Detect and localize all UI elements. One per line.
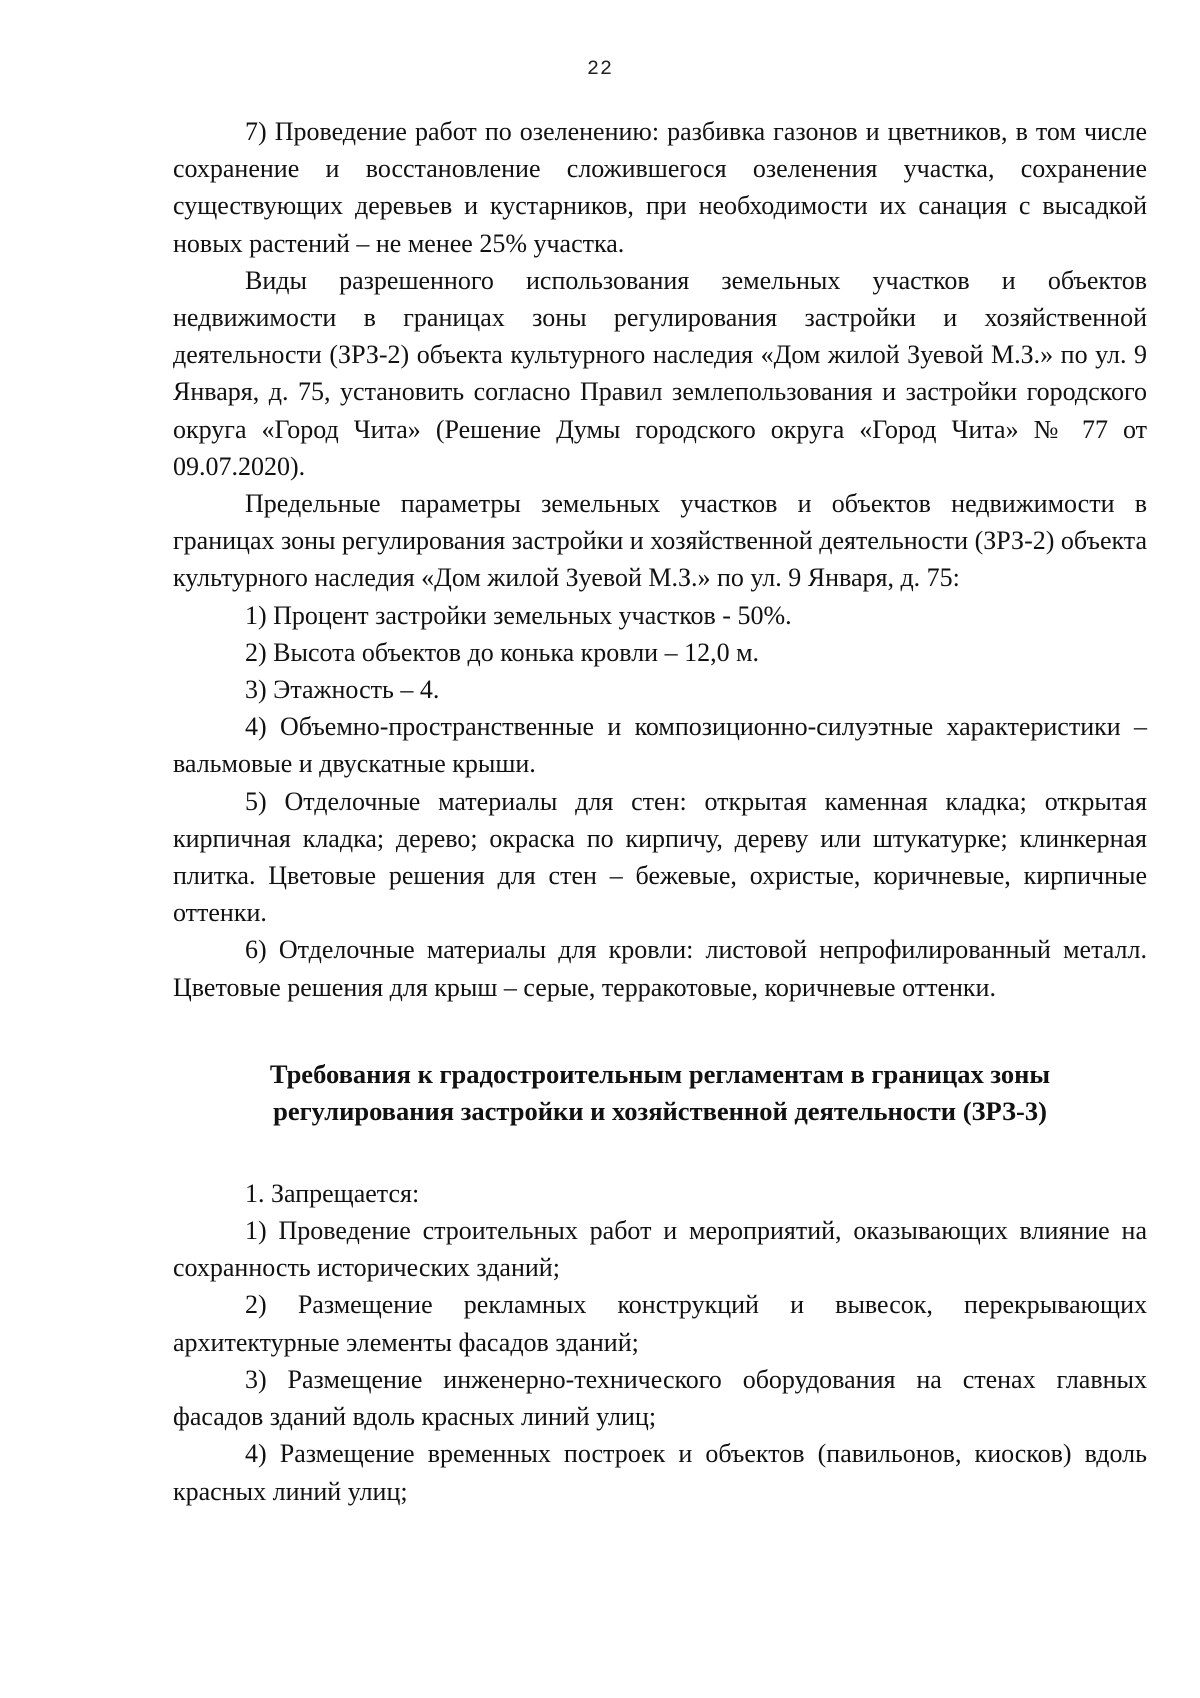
paragraph-permitted-use: Виды разрешенного использования земельных участков и объектов недвижимости в границах зоны регулирования застройки и хозяйственной деятельности (ЗРЗ-2) объекта культурного наследия «Дом жилой Зуевой М.З.» по ул. 9 Января, д. 75, установить согласно Правил землепользования и застройки городского округа «Город Чита» (Решение Думы городского округа «Город Чита» № 77 от 09.07.2020). [173,265,1147,481]
section-heading-line-1: Требования к градостроительным регламентам в границах зоны [269,1058,1051,1089]
list-item-engineering-equipment: 3) Размещение инженерно-технического оборудования на стенах главных фасадов зданий вдоль красных линий улиц; [173,1364,1147,1432]
page-content [173,113,1147,1510]
list-item-silhouette: 4) Объемно-пространственные и композиционно-силуэтные характеристики – вальмовые и двускатные крыши. [173,712,1147,779]
list-item-construction-works: 1) Проведение строительных работ и мероприятий, оказывающих влияние на сохранность исторических зданий; [173,1216,1147,1283]
section-heading-line-2: регулирования застройки и хозяйственной деятельности (ЗРЗ-3) [273,1096,1047,1127]
section-heading [173,1056,1147,1131]
list-heading-prohibited: 1. Запрещается: [245,1178,420,1208]
list-item-wall-materials: 5) Отделочные материалы для стен: открытая каменная кладка; открытая кирпичная кладка; дерево; окраска по кирпичу, дереву или штукатурке; клинкерная плитка. Цветовые решения для стен – бежевые, охристые, коричневые, кирпичные оттенки. [173,786,1147,928]
list-item-build-percent: 1) Процент застройки земельных участков - 50%. [245,600,792,630]
list-item-height: 2) Высота объектов до конька кровли – 12,0 м. [245,637,760,667]
page-number: 22 [586,58,613,81]
paragraph-greening-works: 7) Проведение работ по озеленению: разбивка газонов и цветников, в том числе сохранение и восстановление сложившегося озеленения участка, сохранение существующих деревьев и кустарников, при необходимости их санация с высадкой новых растений – не менее 25% участка. [173,117,1147,258]
paragraph-limit-parameters: Предельные параметры земельных участков и объектов недвижимости в границах зоны регулирования застройки и хозяйственной деятельности (ЗРЗ-2) объекта культурного наследия «Дом жилой Зуевой М.З.» по ул. 9 Января, д. 75: [173,489,1147,593]
list-item-temporary-buildings: 4) Размещение временных построек и объектов (павильонов, киосков) вдоль красных линий улиц; [173,1439,1147,1506]
list-item-advertising: 2) Размещение рекламных конструкций и вывесок, перекрывающих архитектурные элементы фасадов зданий; [173,1290,1147,1357]
list-item-floors: 3) Этажность – 4. [245,675,440,705]
list-item-roof-materials: 6) Отделочные материалы для кровли: листовой непрофилированный металл. Цветовые решения для крыш – серые, терракотовые, коричневые оттенки. [173,935,1147,1002]
